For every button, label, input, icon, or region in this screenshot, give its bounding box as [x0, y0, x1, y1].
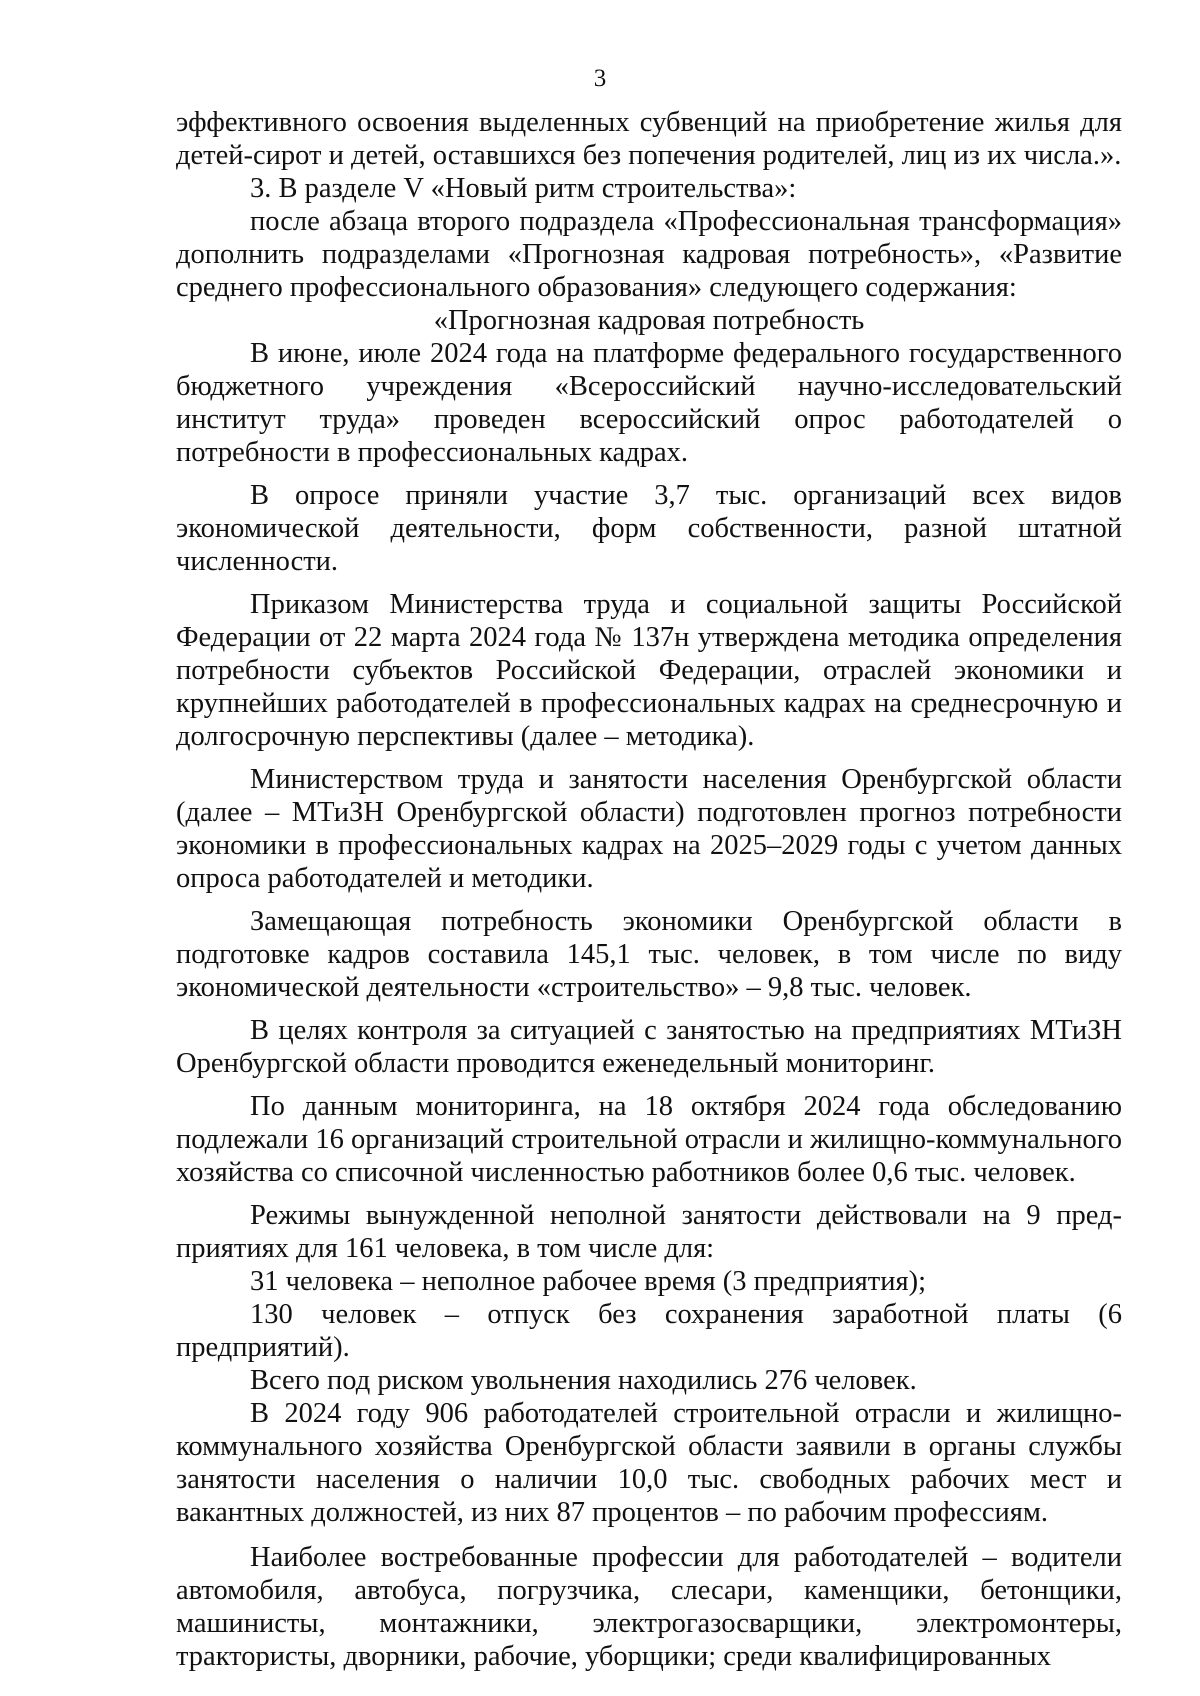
page-number: 3: [593, 65, 607, 92]
document-body: [176, 106, 1122, 1673]
paragraph-part-time-modes: Режимы вынужденной неполной занятости действовали на 9 предприятиях для 161 человека, в том числе для:: [176, 1200, 1122, 1264]
paragraph-section-v: 3. В разделе V «Новый ритм строительства»:: [250, 173, 797, 204]
paragraph-survey-participants: В опросе приняли участие 3,7 тыс. организаций всех видов экономической деятельности, форм собственности, разной штатной численности.: [176, 480, 1122, 577]
paragraph-monitoring: В целях контроля за ситуацией с занятостью на предприятиях МТиЗН Оренбургской области проводится еженедельный мониторинг.: [176, 1015, 1122, 1079]
paragraph-dismissal-risk: Всего под риском увольнения находились 276 человек.: [250, 1365, 917, 1396]
paragraph-survey: В июне, июле 2024 года на платформе федерального государственного бюджетного учреждения «Всероссийский научно-исследовательский институт труда» проведен всероссийский опрос работодателей о потребности в профессиональных кадрах.: [176, 338, 1122, 468]
paragraph-amendment-intro: после абзаца второго подраздела «Профессиональная трансформация» дополнить подразделами «Прогнозная кадровая потребность», «Развитие среднего профессионального образования» следующего содержания:: [176, 206, 1122, 303]
paragraph-replacement-demand: Замещающая потребность экономики Оренбургской области в подготовке кадров составила 145,1 тыс. человек, в том числе по виду экономической деятельности «строительство» – 9,8 тыс. человек.: [176, 906, 1122, 1003]
paragraph-demanded-professions: Наиболее востребованные профессии для работодателей – водители автомобиля, автобуса, погрузчика, слесари, каменщики, бетонщики, машинисты, монтажники, электрогазосварщики, электромонтеры, трактористы, дворники, рабочие, уборщики; среди квалифицированных: [176, 1542, 1122, 1672]
paragraph-monitoring-data: По данным мониторинга, на 18 октября 2024 года обследованию подлежали 16 организаций строительной отрасли и жилищно-коммунального хозяйства со списочной численностью работников более 0,6 тыс. человек.: [176, 1091, 1122, 1188]
paragraph-continuation: эффективного освоения выделенных субвенций на приобретение жилья для детей-сирот и детей, оставшихся без попечения родителей, лиц из их числа.».: [176, 107, 1122, 171]
list-item-unpaid-leave: 130 человек – отпуск без сохранения заработной платы (6 предприятий).: [176, 1299, 1122, 1363]
paragraph-methodology-order: Приказом Министерства труда и социальной защиты Российской Федерации от 22 марта 2024 года № 137н утверждена методика определения потребности субъектов Российской Федерации, отраслей экономики и крупнейших работодателей в профессиональных кадрах на среднесрочную и долгосрочную перспективы (далее – методика).: [176, 589, 1122, 752]
paragraph-vacancies: В 2024 году 906 работодателей строительной отрасли и жилищно-коммунального хозяйства Оренбургской области заявили в органы службы занятости населения о наличии 10,0 тыс. свободных рабочих мест и вакантных должностей, из них 87 процентов – по рабочим профессиям.: [176, 1398, 1122, 1528]
list-item-part-time: 31 человека – неполное рабочее время (3 предприятия);: [250, 1266, 926, 1297]
subsection-heading: «Прогнозная кадровая потребность: [433, 305, 865, 336]
paragraph-forecast: Министерством труда и занятости населения Оренбургской области (далее – МТиЗН Оренбургской области) подготовлен прогноз потребности экономики в профессиональных кадрах на 2025–2029 годы с учетом данных опроса работодателей и методики.: [176, 764, 1122, 894]
